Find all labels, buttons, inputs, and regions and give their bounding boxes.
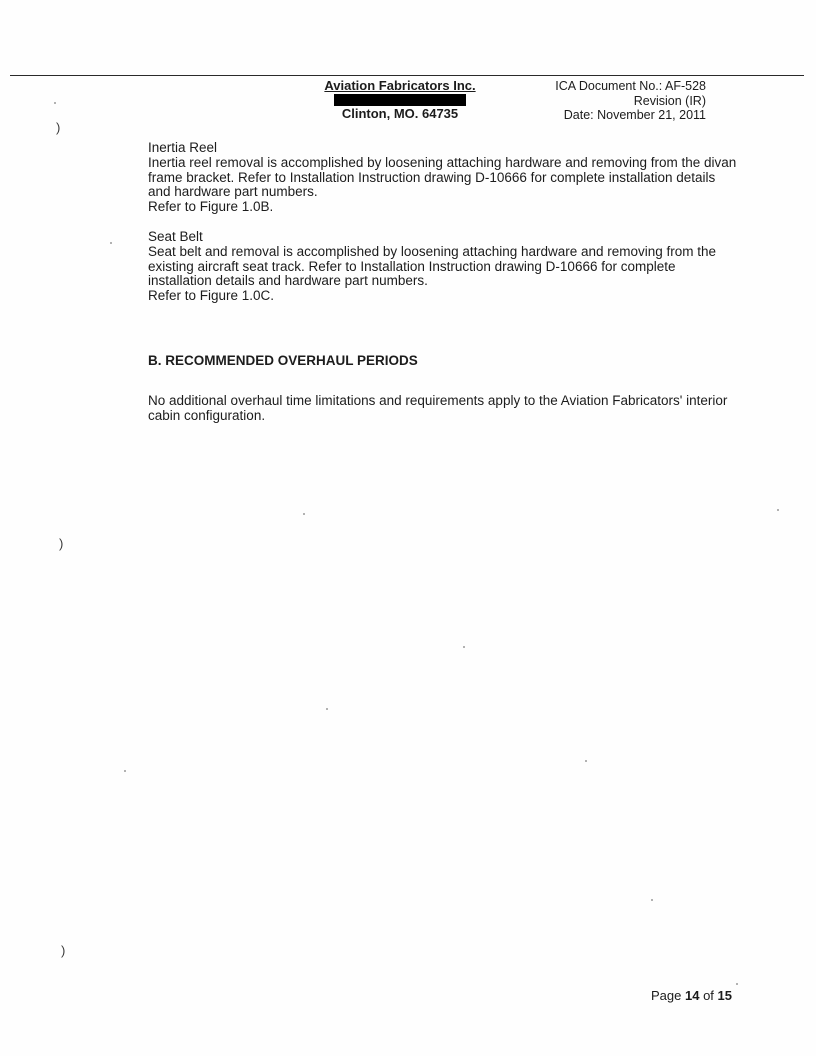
doc-date: Date: November 21, 2011	[563, 108, 706, 122]
scan-speck	[124, 770, 126, 772]
inertia-reel-figure-ref: Refer to Figure 1.0B.	[148, 199, 274, 215]
scan-speck	[736, 983, 738, 985]
doc-revision: Revision (IR)	[633, 93, 706, 108]
page-of-text: of	[699, 988, 718, 1003]
scan-speck	[54, 102, 56, 104]
scan-speck	[463, 646, 465, 648]
scan-mark: )	[59, 536, 64, 551]
company-name: Aviation Fabricators Inc.	[324, 78, 476, 93]
page-number: 14	[684, 988, 700, 1003]
seat-belt-heading: Seat Belt	[148, 228, 203, 244]
scan-speck	[777, 509, 779, 511]
scan-mark: )	[61, 943, 66, 958]
document-body	[148, 141, 740, 423]
section-b-heading: B. RECOMMENDED OVERHAUL PERIODS	[148, 352, 418, 368]
doc-number: ICA Document No.: AF-528	[555, 79, 706, 93]
page-number-footer	[651, 988, 732, 1003]
scan-speck	[303, 513, 305, 515]
seat-belt-figure-ref: Refer to Figure 1.0C.	[148, 288, 275, 304]
scan-speck	[110, 242, 112, 244]
company-address: Clinton, MO. 64735	[341, 106, 459, 121]
scan-speck	[651, 899, 653, 901]
scan-speck	[585, 760, 587, 762]
heading-gap	[148, 369, 740, 394]
inertia-reel-heading: Inertia Reel	[148, 140, 218, 155]
scan-speck	[326, 708, 328, 710]
section-gap	[148, 304, 740, 354]
page-total: 15	[717, 988, 732, 1003]
page-prefix: Page	[651, 988, 685, 1003]
scan-mark: )	[56, 120, 61, 135]
header-doc-info-block	[446, 79, 706, 123]
inertia-reel-paragraph: Inertia reel removal is accomplished by loosening attaching hardware and removing from the divan frame bracket. Refer to Installation Instruction drawing D-10666 for complete installation details and hardware part numbers.	[148, 154, 737, 200]
seat-belt-paragraph: Seat belt and removal is accomplished by loosening attaching hardware and removing from the existing aircraft seat track. Refer to Installation Instruction drawing D-10666 for complete installation details and hardware part numbers.	[148, 243, 717, 289]
paragraph-gap	[148, 215, 740, 230]
section-b-paragraph: No additional overhaul time limitations and requirements apply to the Aviation Fabricators' interior cabin configuration.	[148, 392, 728, 423]
header-divider-rule	[10, 75, 804, 76]
